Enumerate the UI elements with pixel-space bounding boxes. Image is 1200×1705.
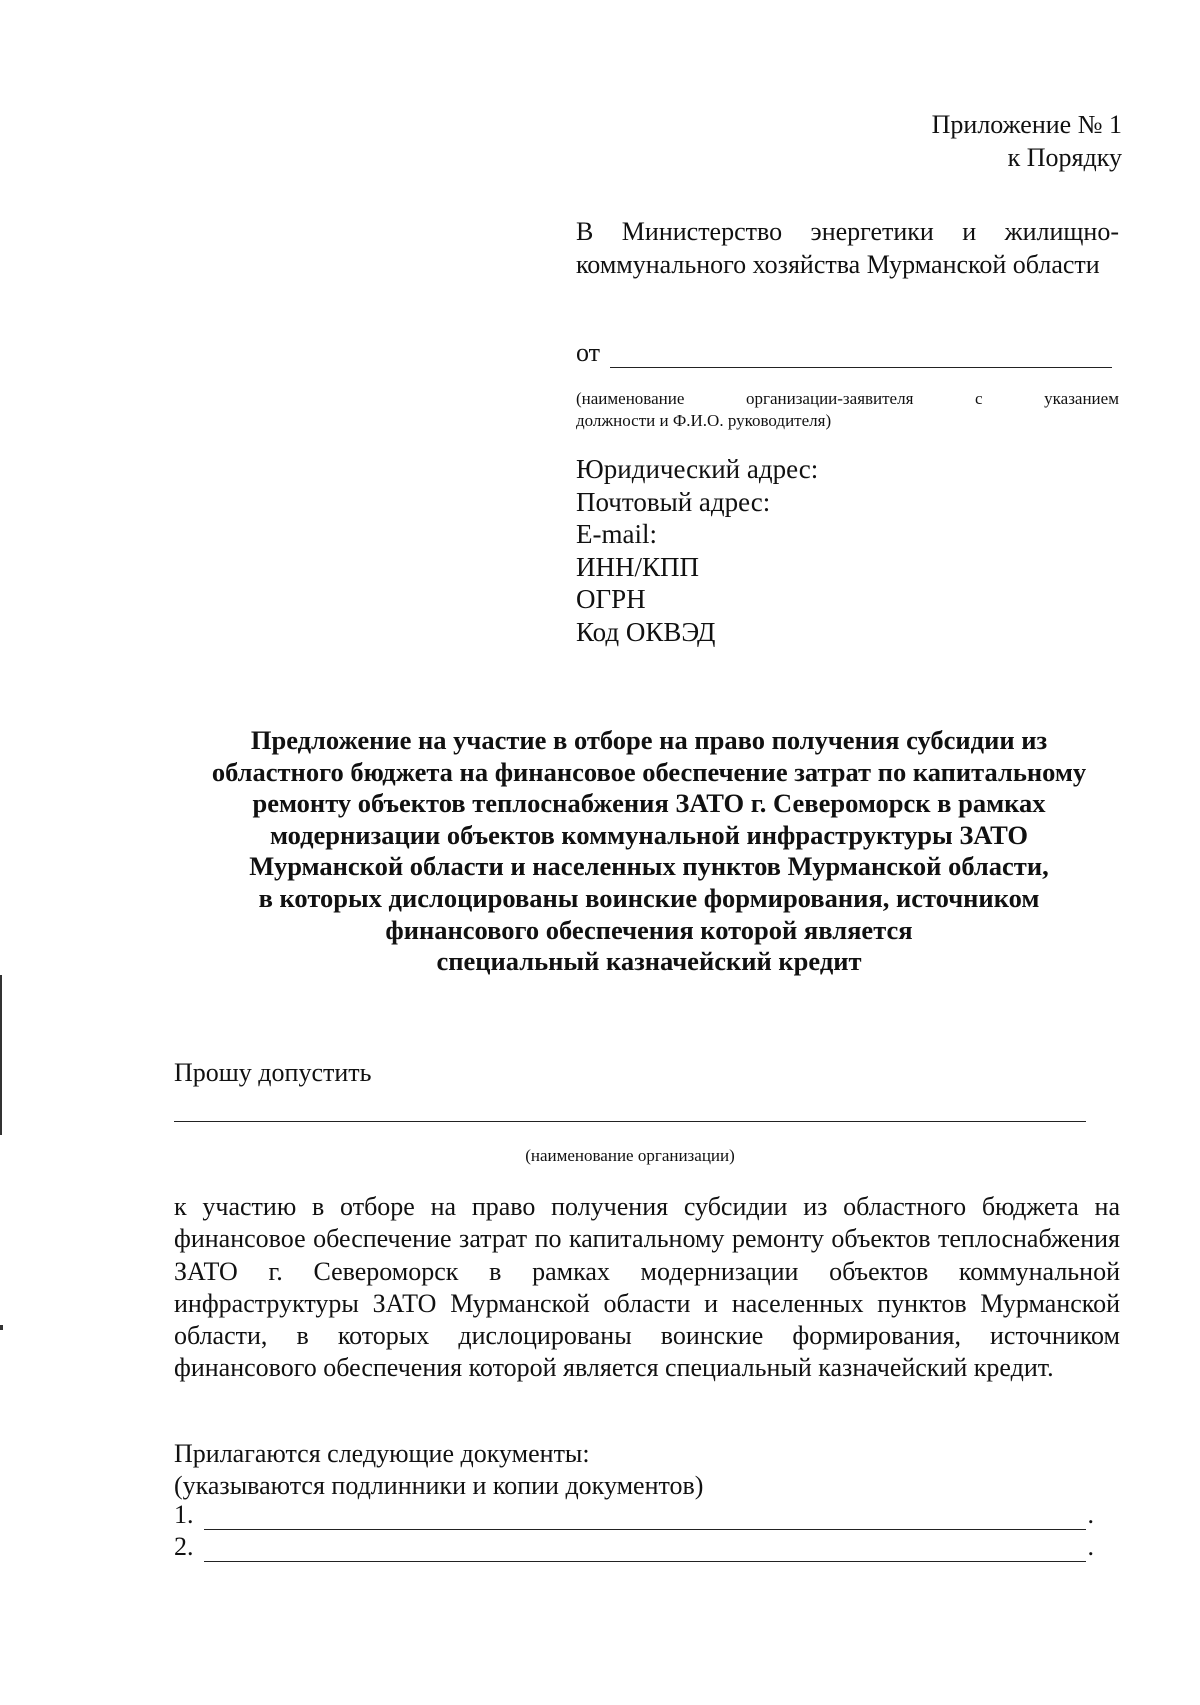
- addressee-block: В Министерство энергетики и жилищно-коммунального хозяйства Мурманской области: [576, 217, 1119, 279]
- document-title: [120, 725, 1178, 978]
- scan-edge-dot: [0, 1325, 3, 1330]
- appendix-header: [932, 108, 1122, 174]
- attachment-field[interactable]: [204, 1507, 1086, 1530]
- attachment-end-mark: .: [1087, 1500, 1094, 1529]
- email-label: E-mail:: [576, 519, 657, 549]
- appendix-reference: к Порядку: [1007, 143, 1122, 172]
- title-line: ремонту объектов теплоснабжения ЗАТО г. Североморск в рамках: [252, 788, 1046, 819]
- appendix-number: Приложение № 1: [931, 110, 1122, 139]
- attachment-number: 2.: [174, 1532, 194, 1561]
- title-line: областного бюджета на финансовое обеспечение затрат по капитальному: [211, 756, 1087, 787]
- title-line: Мурманской области и населенных пунктов Мурманской области,: [249, 851, 1049, 882]
- title-line: финансового обеспечения которой является: [385, 914, 913, 945]
- title-line: специальный казначейский кредит: [436, 946, 862, 977]
- from-label: от: [576, 338, 601, 367]
- attachment-number: 1.: [174, 1500, 194, 1529]
- from-row: [576, 338, 1112, 368]
- request-body-paragraph: к участию в отборе на право получения субсидии из областного бюджета на финансовое обеспечение затрат по капитальному ремонту объектов теплоснабжения ЗАТО г. Североморск в рамках модернизации объектов коммунальной инфраструктуры ЗАТО Мурманской области и населенных пунктов Мурманской области, в которых дислоцированы воинские формирования, источником финансового обеспечения которой является специальный казначейский кредит.: [174, 1192, 1120, 1383]
- attachments-block: [174, 1438, 703, 1502]
- title-line: Предложение на участие в отборе на право получения субсидии из: [250, 725, 1048, 755]
- request-label: Прошу допустить: [174, 1058, 372, 1087]
- applicant-field-caption: [576, 388, 1119, 432]
- scan-edge-mark: [0, 975, 2, 1135]
- title-line: модернизации объектов коммунальной инфраструктуры ЗАТО: [269, 819, 1029, 850]
- caption-word: указанием: [1044, 389, 1119, 408]
- okved-code-label: Код ОКВЭД: [576, 616, 716, 647]
- attachments-heading: Прилагаются следующие документы:: [174, 1439, 590, 1468]
- caption-word: (наименование: [576, 389, 685, 408]
- attachments-note: (указываются подлинники и копии документов): [174, 1471, 704, 1500]
- ogrn-label: ОГРН: [576, 584, 646, 614]
- caption-word: организации-заявителя: [746, 389, 914, 408]
- legal-address-label: Юридический адрес:: [576, 454, 819, 484]
- caption-word: с: [975, 389, 983, 408]
- attachment-end-mark: .: [1087, 1532, 1094, 1561]
- requisites-list: [576, 453, 818, 648]
- organization-field-caption: (наименование организации): [525, 1146, 735, 1165]
- attachment-field[interactable]: [204, 1539, 1086, 1562]
- attachment-item: [174, 1532, 1094, 1562]
- organization-name-field[interactable]: [174, 1121, 1086, 1122]
- title-line: в которых дислоцированы воинские формирования, источником: [258, 882, 1040, 913]
- applicant-name-field[interactable]: [610, 345, 1112, 368]
- postal-address-label: Почтовый адрес:: [576, 486, 771, 517]
- inn-kpp-label: ИНН/КПП: [576, 551, 700, 582]
- attachment-item: [174, 1500, 1094, 1530]
- caption-line-2: должности и Ф.И.О. руководителя): [576, 411, 832, 430]
